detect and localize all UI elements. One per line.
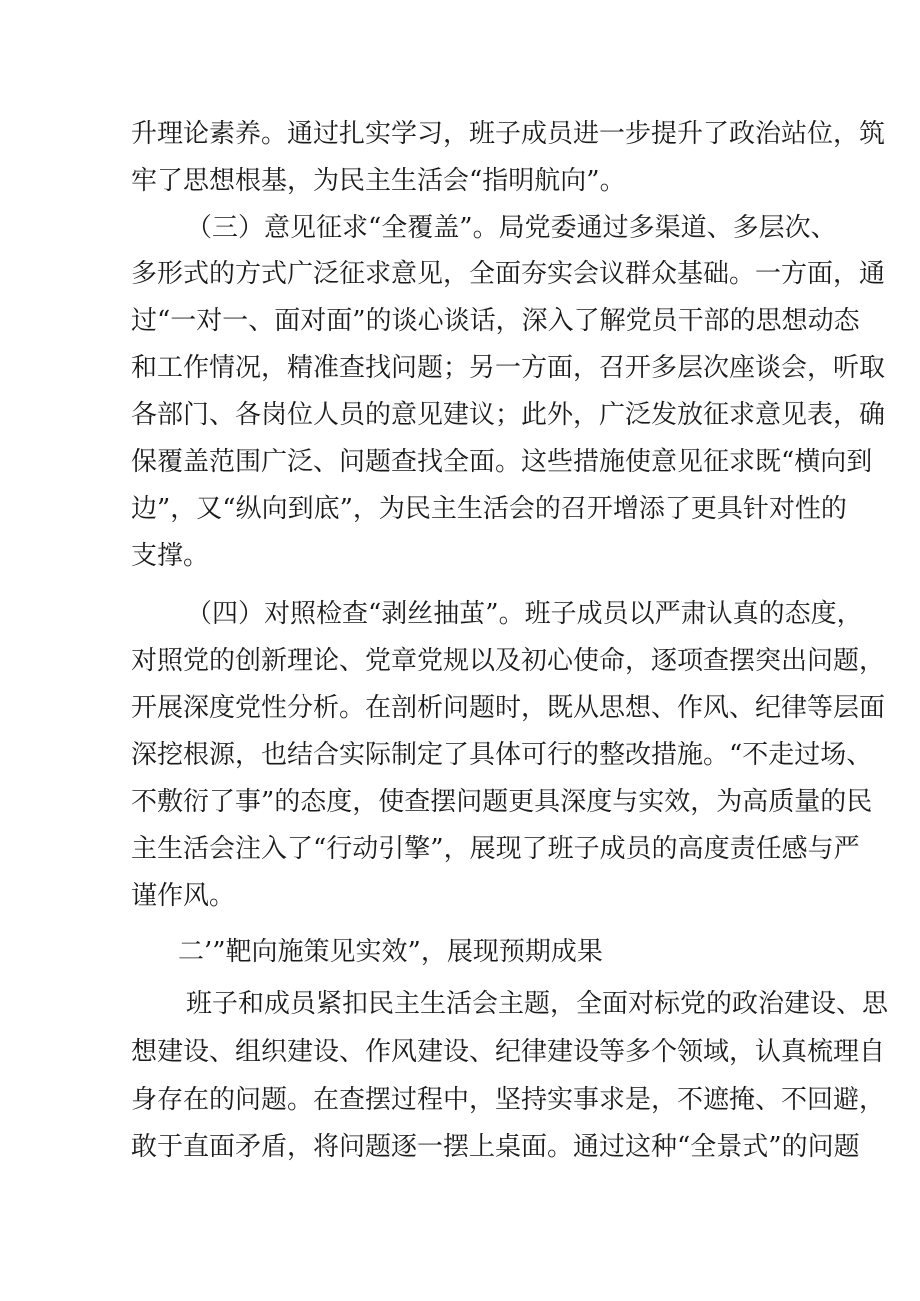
text-line: 过“一对一、面对面”的谈心谈话，深入了解党员干部的思想动态: [131, 306, 860, 336]
text-line: 支撑。: [131, 541, 210, 571]
text-line: 开展深度党性分析。在剖析问题时，既从思想、作风、纪律等层面: [131, 693, 886, 723]
text-line: 保覆盖范围广泛、问题查找全面。这些措施使意见征求既“横向到: [131, 447, 873, 477]
text-line: 谨作风。: [131, 881, 236, 911]
text-line: 牢了思想根基，为民主生活会“指明航向”。: [131, 166, 626, 196]
text-line: 不敷衍了事”的态度，使查摆问题更具深度与实效，为高质量的民: [131, 787, 873, 817]
text-line: 身存在的问题。在查摆过程中，坚持实事求是，不遮掩、不回避，: [131, 1085, 886, 1115]
text-line: 和工作情况，精准查找问题；另一方面，召开多层次座谈会，听取: [131, 353, 886, 383]
text-line: （三）意见征求“全覆盖”。局党委通过多渠道、多层次、: [186, 213, 837, 243]
text-line: 边”，又“纵向到底”，为民主生活会的召开增添了更具针对性的: [131, 494, 847, 524]
text-line: 对照党的创新理论、党章党规以及初心使命，逐项查摆突出问题，: [131, 646, 886, 676]
text-line: 多形式的方式广泛征求意见，全面夯实会议群众基础。一方面，通: [131, 259, 886, 289]
text-line: 深挖根源，也结合实际制定了具体可行的整改措施。“不走过场、: [131, 740, 873, 770]
text-line: 班子和成员紧扣民主生活会主题，全面对标党的政治建设、思: [186, 989, 889, 1019]
heading-text: 二’”靶向施策见实效”，展现预期成果: [178, 937, 603, 967]
text-line: 敢于直面矛盾，将问题逐一摆上桌面。通过这种“全景式”的问题: [131, 1132, 860, 1162]
text-line: 主生活会注入了“行动引擎”，展现了班子成员的高度责任感与严: [131, 834, 860, 864]
text-line: 各部门、各岗位人员的意见建议；此外，广泛发放征求意见表，确: [131, 400, 886, 430]
text-line: （四）对照检查“剥丝抽茧”。班子成员以严肃认真的态度，: [186, 599, 863, 629]
text-line: 想建设、组织建设、作风建设、纪律建设等多个领域，认真梳理自: [131, 1037, 886, 1067]
text-line: 升理论素养。通过扎实学习，班子成员进一步提升了政治站位，筑: [131, 119, 886, 149]
